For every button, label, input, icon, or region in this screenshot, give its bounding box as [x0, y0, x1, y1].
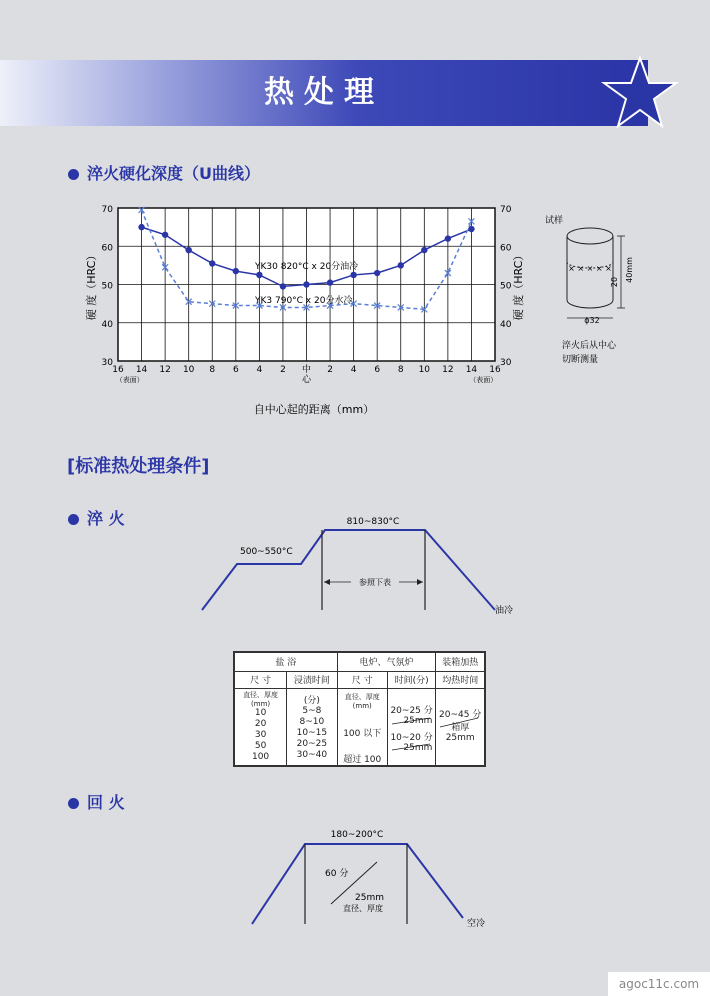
- y-tick-label: 70: [500, 205, 512, 215]
- quench-temp: 810~830°C: [346, 517, 400, 527]
- x-axis-label: 自中心起的距离（mm）: [253, 403, 375, 416]
- temper-size-note: 直径、厚度: [343, 904, 383, 913]
- dim-inner: 20: [610, 276, 619, 288]
- x-tick-label: 10: [182, 365, 195, 375]
- dim-outer: 40mm: [625, 257, 634, 283]
- table-header-salt-bath: 盐 浴: [234, 652, 337, 671]
- slash-marks: [390, 715, 434, 765]
- table-cell-value: 25mm: [403, 715, 433, 726]
- temper-title: [68, 790, 125, 813]
- data-point: [185, 247, 191, 253]
- x-tick-label: 14: [135, 365, 148, 375]
- y-axis-label-left: 硬 度（HRC）: [85, 249, 98, 321]
- table-cell-value: 20~45 分: [439, 709, 482, 720]
- table-subheader: 尺 寸: [234, 671, 287, 688]
- y-tick-label: 50: [101, 281, 113, 292]
- x-tick-label: 心: [301, 375, 312, 385]
- data-point: [209, 260, 215, 266]
- table-subheader: 尺 寸: [337, 671, 387, 688]
- table-cell-head: 直径、厚度(mm): [243, 691, 279, 708]
- star-icon: [598, 56, 682, 130]
- table-subheader: 均热时间: [436, 671, 485, 688]
- specimen-label: 试样: [545, 216, 564, 226]
- specimen-caption-2: 切断测量: [562, 355, 599, 365]
- x-tick-label: 2: [280, 365, 286, 375]
- x-tick-label: 8: [209, 365, 216, 375]
- table-cell: [234, 688, 287, 766]
- quench-conditions-table: [233, 651, 486, 767]
- legend-yk30: YK30 820°C x 20分油冷: [255, 262, 359, 272]
- table-cell: [436, 688, 485, 766]
- section-u-curve-label: 淬火硬化深度（U曲线）: [87, 164, 260, 183]
- x-tick-label: 10: [418, 365, 431, 375]
- data-point: [138, 224, 144, 230]
- table-cell-value: 20~25 分: [390, 705, 433, 716]
- table-cell-value: 箱厚: [451, 722, 470, 733]
- table-subheader: 时间(分): [387, 671, 436, 688]
- standard-title: [标准热处理条件]: [67, 456, 210, 477]
- temper-label: 回 火: [87, 793, 125, 812]
- x-tick-label: 2: [327, 365, 333, 375]
- table-cell-value: 25mm: [403, 742, 433, 753]
- x-tick-label: 4: [350, 365, 357, 375]
- table-cell-value: 超过 100: [343, 754, 382, 765]
- specimen-caption-1: 淬火后从中心: [562, 341, 617, 351]
- temper-temp: 180~200°C: [330, 830, 384, 840]
- x-tick-label: 6: [374, 365, 381, 375]
- table-cell: [387, 688, 436, 766]
- y-tick-label: 60: [500, 243, 512, 254]
- y-tick-label: 40: [500, 319, 512, 330]
- data-point: [162, 232, 168, 238]
- table-cell: [287, 688, 337, 766]
- x-tick-label: 12: [159, 365, 171, 375]
- table-cell-values: 10 20 30 50 100: [251, 708, 270, 762]
- watermark: agoc11c.com: [608, 972, 710, 996]
- table-cell-value: 25mm: [445, 732, 475, 743]
- y-tick-label: 70: [101, 205, 113, 215]
- temper-cool: 空冷: [467, 919, 486, 929]
- legend-yk3: YK3 790°C x 20分水冷: [255, 296, 353, 306]
- x-tick-label: 中: [301, 365, 312, 375]
- x-edge-label: （表面）: [469, 376, 498, 384]
- quench-cool: 油冷: [495, 606, 514, 616]
- y-tick-label: 60: [101, 243, 113, 254]
- data-point: [350, 272, 356, 278]
- x-edge-label: （表面）: [115, 376, 144, 384]
- page-title: 热处理: [264, 75, 384, 110]
- temper-diagram: [245, 820, 515, 930]
- specimen-diagram: [540, 210, 660, 370]
- bullet-icon: [68, 514, 79, 525]
- quench-label: 淬 火: [87, 509, 125, 528]
- data-point: [398, 262, 404, 268]
- table-cell-value: 10~20 分: [390, 732, 433, 743]
- y-tick-label: 30: [101, 358, 113, 368]
- bullet-icon: [68, 798, 79, 809]
- quench-hold-label: 参照下表: [359, 578, 391, 587]
- data-point: [303, 281, 309, 287]
- data-point: [256, 272, 262, 278]
- y-tick-label: 40: [101, 319, 113, 330]
- x-tick-label: 16: [489, 365, 501, 375]
- table-header-furnace: 电炉、气氛炉: [337, 652, 436, 671]
- data-point: [233, 268, 239, 274]
- quench-title: [68, 506, 125, 529]
- table-cell-value: 100 以下: [343, 728, 382, 739]
- table-cell-head: 直径、厚度(mm): [344, 692, 380, 710]
- data-point: [374, 270, 380, 276]
- temper-time: 60 分: [325, 869, 349, 879]
- section-u-curve-title: [68, 161, 260, 184]
- dim-diameter: ϕ32: [584, 316, 600, 325]
- y-axis-label-right: 硬 度（HRC）: [512, 249, 525, 321]
- x-tick-label: 4: [256, 365, 263, 375]
- data-point: [327, 279, 333, 285]
- y-tick-label: 50: [500, 281, 512, 292]
- data-point: [421, 247, 427, 253]
- table-header-box: 装箱加热: [436, 652, 485, 671]
- x-tick-label: 12: [442, 365, 454, 375]
- table-cell-values: 5~8 8~10 10~15 20~25 30~40: [296, 705, 328, 760]
- table-cell: [337, 688, 387, 766]
- bullet-icon: [68, 169, 79, 180]
- table-cell-head: (分): [303, 695, 320, 706]
- x-tick-label: 6: [232, 365, 239, 375]
- x-tick-label: 8: [397, 365, 404, 375]
- y-tick-label: 30: [500, 358, 512, 368]
- data-point: [445, 235, 451, 241]
- measure-points: × × × × ×: [568, 264, 612, 273]
- x-tick-label: 16: [112, 365, 124, 375]
- quench-diagram: [195, 510, 535, 620]
- temper-size: 25mm: [355, 893, 384, 903]
- table-subheader: 浸渍时间: [287, 671, 337, 688]
- x-tick-label: 14: [465, 365, 478, 375]
- quench-preheat-temp: 500~550°C: [240, 547, 293, 557]
- data-point: [280, 283, 286, 289]
- slash-mark: [438, 715, 482, 731]
